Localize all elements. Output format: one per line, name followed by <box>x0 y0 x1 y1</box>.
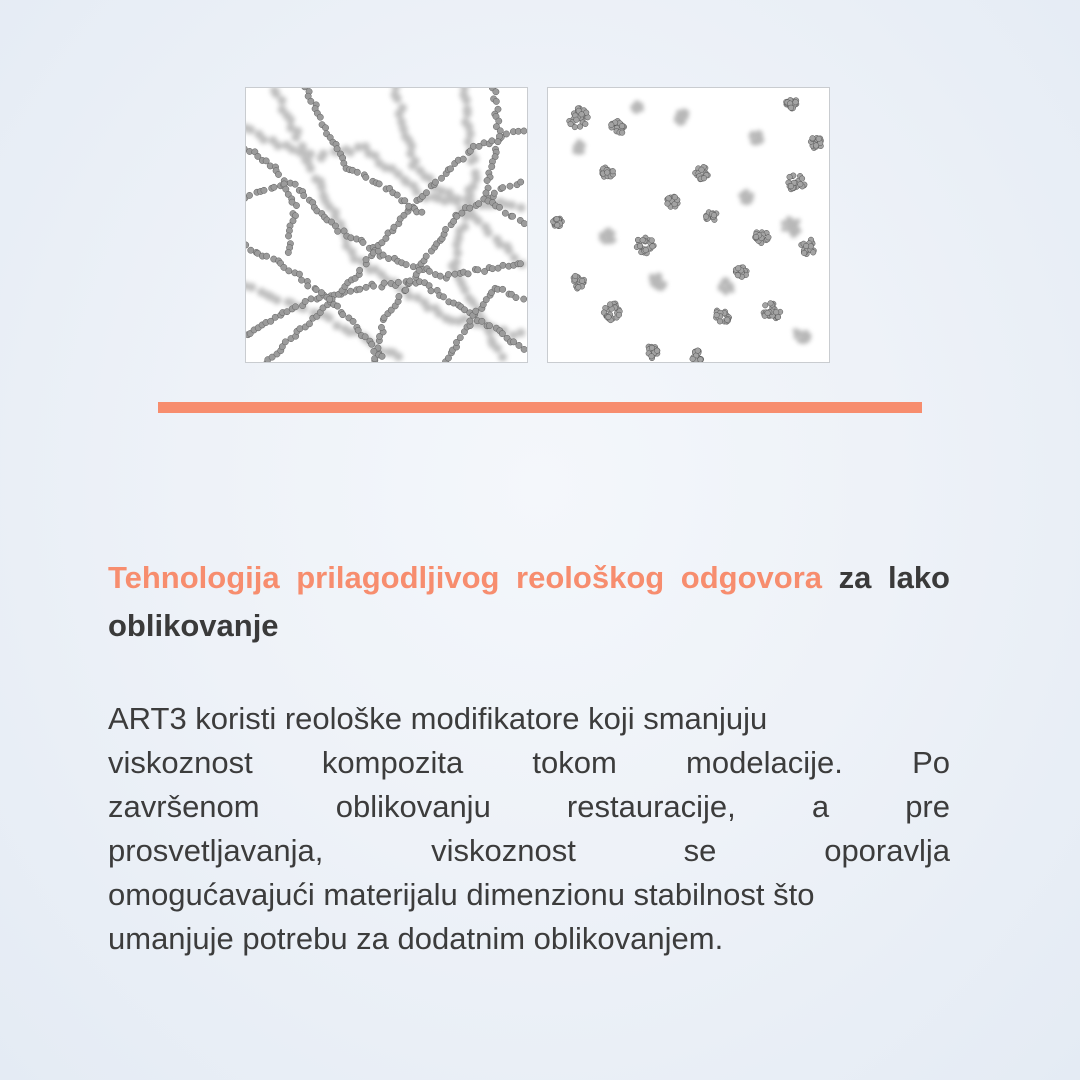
paragraph-line: viskoznost kompozita tokom modelacije. Po <box>108 745 950 780</box>
network-structure-graphic <box>246 88 527 362</box>
section-heading <box>108 554 950 650</box>
description-paragraph <box>108 697 950 961</box>
paragraph-line: završenom oblikovanju restauracije, a pre <box>108 789 950 824</box>
particle-clusters-image <box>547 87 830 363</box>
accent-divider <box>158 402 922 413</box>
heading-accent: Tehnologija prilagodljivog reološkog odgovora <box>108 560 823 595</box>
paragraph-line: omogućavajući materijalu dimenzionu stabilnost što <box>108 877 815 912</box>
network-structure-image <box>245 87 528 363</box>
paragraph-line: prosvetljavanja, viskoznost se oporavlja <box>108 833 950 868</box>
heading-rest: za lako oblikovanje <box>108 560 950 643</box>
particle-clusters-graphic <box>548 88 829 362</box>
paragraph-line: ART3 koristi reološke modifikatore koji smanjuju <box>108 701 768 736</box>
paragraph-line: umanjuje potrebu za dodatnim oblikovanjem. <box>108 921 724 956</box>
